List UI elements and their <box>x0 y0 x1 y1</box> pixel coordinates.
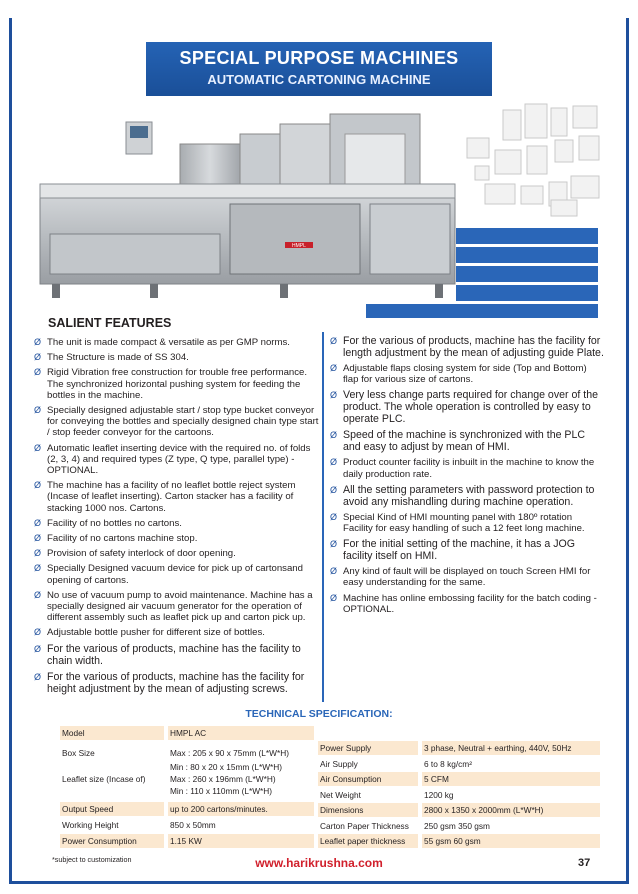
page-title: SPECIAL PURPOSE MACHINES <box>179 48 459 68</box>
website-link[interactable]: www.harikrushna.com <box>255 856 383 870</box>
feature-item <box>34 548 319 559</box>
feature-item <box>34 405 319 439</box>
feature-item <box>34 627 319 638</box>
bullet-icon: Ø <box>330 592 338 603</box>
feature-text: Product counter facility is inbuilt in the machine to know the daily production rate. <box>343 457 595 480</box>
spec-label: Carton Paper Thickness <box>320 821 409 831</box>
spec-label: Power Consumption <box>60 834 164 848</box>
feature-text: Very less change parts required for change over of the product. The whole operation is controlled by easy to operate PLC. <box>343 389 598 426</box>
spec-value: 1.15 KW <box>168 834 314 848</box>
bullet-icon: Ø <box>330 484 338 495</box>
bullet-icon: Ø <box>34 589 42 600</box>
bullet-icon: Ø <box>34 671 42 682</box>
salient-features-heading: SALIENT FEATURES <box>48 316 172 330</box>
feature-text: Specially designed adjustable start / stop type bucket conveyor for conveying the bottles and specially designed chain type start / stop feeder conveyor for the cartoons. <box>47 405 319 439</box>
spec-value: 5 CFM <box>422 772 600 786</box>
features-left-column <box>34 337 319 699</box>
feature-item <box>330 457 604 479</box>
spec-value: 3 phase, Neutral + earthing, 440V, 50Hz <box>422 741 600 755</box>
feature-item <box>34 337 319 348</box>
tech-spec-title: TECHNICAL SPECIFICATION: <box>245 708 393 720</box>
feature-text: Speed of the machine is synchronized with the PLC and easy to adjust by mean of HMI. <box>343 429 586 454</box>
spec-label: Working Height <box>62 820 119 830</box>
bullet-icon: Ø <box>34 405 42 416</box>
feature-item <box>330 512 604 534</box>
feature-item <box>34 518 319 529</box>
spec-value: Max : 205 x 90 x 75mm (L*W*H) <box>170 748 289 758</box>
feature-item <box>34 443 319 477</box>
feature-item <box>330 484 604 508</box>
spec-label: Output Speed <box>60 802 164 816</box>
feature-text: Special Kind of HMI mounting panel with 180º rotation Facility for easy handling of such a 12 feet long machine. <box>343 511 585 535</box>
spec-value: 2800 x 1350 x 2000mm (L*W*H) <box>422 803 600 817</box>
feature-item <box>34 671 319 695</box>
bullet-icon: Ø <box>330 457 338 468</box>
feature-item <box>34 590 319 624</box>
spec-value: HMPL AC <box>168 726 314 740</box>
bullet-icon: Ø <box>330 390 338 401</box>
feature-text: Facility of no bottles no cartons. <box>47 517 182 529</box>
spec-value: up to 200 cartons/minutes. <box>168 802 314 816</box>
feature-item <box>34 352 319 363</box>
spec-value: Max : 260 x 196mm (L*W*H) <box>170 774 276 784</box>
feature-item <box>330 335 604 359</box>
feature-text: Automatic leaflet inserting device with the required no. of folds (2, 3, 4) and required types (Z type, Q type, parallel type) -OPTIONAL. <box>47 442 311 477</box>
bullet-icon: Ø <box>34 517 42 528</box>
feature-text: Machine has online embossing facility for the batch coding - OPTIONAL. <box>343 592 597 615</box>
feature-text: For the various of products, machine has the facility to chain width. <box>47 642 301 667</box>
bullet-icon: Ø <box>34 442 42 453</box>
bullet-icon: Ø <box>330 363 338 373</box>
decorative-bar <box>366 304 598 318</box>
spec-label: Box Size <box>62 748 95 758</box>
decorative-bar <box>456 228 598 244</box>
feature-text: Specially Designed vacuum device for pick up of cartonsand opening of cartons. <box>47 563 303 586</box>
spec-label: Air Consumption <box>318 772 418 786</box>
features-right-column <box>330 335 604 619</box>
spec-value: 850 x 50mm <box>170 820 216 830</box>
bullet-icon: Ø <box>330 511 338 522</box>
decorative-bar <box>456 285 598 301</box>
bullet-icon: Ø <box>34 480 42 491</box>
spec-label: Leaflet size (Incase of) <box>62 774 146 784</box>
machine-photo <box>30 104 468 304</box>
spec-label: Net Weight <box>320 790 361 800</box>
feature-text: The machine has a facility of no leaflet bottle reject system (Incase of leaflet inserting). Carton stacker has a facility of stacking 1000 nos. Cartons. <box>47 480 296 514</box>
page-border-left <box>9 18 12 884</box>
feature-text: The unit is made compact & versatile as per GMP norms. <box>47 337 290 348</box>
feature-text: Provision of safety interlock of door opening. <box>47 548 236 560</box>
feature-item <box>34 563 319 585</box>
bullet-icon: Ø <box>34 352 42 363</box>
feature-text: Adjustable bottle pusher for different size of bottles. <box>47 627 265 639</box>
feature-item <box>330 363 604 385</box>
bullet-icon: Ø <box>34 337 42 347</box>
spec-value: 1200 kg <box>424 790 454 800</box>
bullet-icon: Ø <box>34 643 42 654</box>
feature-text: Rigid Vibration free construction for trouble free performance. The synchronized horizontal pushing system for feeding the bottles in the machine. <box>47 367 308 401</box>
bullet-icon: Ø <box>330 336 338 346</box>
bullet-icon: Ø <box>34 367 42 378</box>
feature-item <box>34 367 319 401</box>
spec-value: 6 to 8 kg/cm² <box>424 759 472 769</box>
bullet-icon: Ø <box>330 430 338 441</box>
feature-item <box>330 593 604 615</box>
feature-item <box>330 538 604 562</box>
bullet-icon: Ø <box>34 627 42 638</box>
feature-item <box>34 480 319 514</box>
feature-text: All the setting parameters with password protection to avoid any mishandling during machine operation. <box>343 483 595 508</box>
feature-item <box>34 533 319 544</box>
feature-text: The Structure is made of SS 304. <box>47 352 189 364</box>
machine-brand-label: HMPL <box>292 243 306 249</box>
spec-value: 250 gsm 350 gsm <box>424 821 490 831</box>
spec-label: Air Supply <box>320 759 358 769</box>
feature-text: Any kind of fault will be displayed on touch Screen HMI for easy understanding for the same. <box>343 566 591 589</box>
feature-text: For the various of products, machine has the facility for height adjustment by the mean of adjusting screws. <box>47 670 305 695</box>
feature-text: No use of vacuum pump to avoid maintenance. Machine has a specially designed air vacuum generator for the operation of different assembly such as leaflet pick up and carton pick up. <box>47 589 313 624</box>
page-border-right <box>626 18 629 884</box>
spec-value: 55 gsm 60 gsm <box>422 834 600 848</box>
page-number: 37 <box>578 857 591 869</box>
spec-label: Power Supply <box>318 741 418 755</box>
decorative-bar <box>456 247 598 263</box>
page-border-bottom <box>9 881 629 884</box>
bullet-icon: Ø <box>330 539 338 550</box>
feature-text: For the initial setting of the machine, it has a JOG facility itself on HMI. <box>343 538 575 563</box>
spec-label: Model <box>60 726 164 740</box>
spec-label: Dimensions <box>318 803 418 817</box>
header-banner <box>146 42 492 96</box>
footer-note: *subject to customization <box>52 855 132 864</box>
feature-item <box>330 429 604 453</box>
feature-item <box>34 643 319 667</box>
feature-item <box>330 566 604 588</box>
feature-text: Facility of no cartons machine stop. <box>47 533 198 545</box>
bullet-icon: Ø <box>34 548 42 559</box>
spec-label: Leaflet paper thickness <box>318 834 418 848</box>
decorative-bar <box>456 266 598 282</box>
spec-value: Min : 110 x 110mm (L*W*H) <box>170 786 273 796</box>
page-subtitle: AUTOMATIC CARTONING MACHINE <box>207 72 431 87</box>
feature-text: For the various of products, machine has the facility for length adjustment by the mean of adjusting guide Plate. <box>343 335 604 359</box>
column-divider <box>322 332 324 702</box>
bullet-icon: Ø <box>34 563 42 574</box>
bullet-icon: Ø <box>330 566 338 577</box>
spec-value: Min : 80 x 20 x 15mm (L*W*H) <box>170 762 283 772</box>
carton-boxes-image <box>455 100 605 222</box>
bullet-icon: Ø <box>34 533 42 544</box>
feature-item <box>330 389 604 425</box>
feature-text: Adjustable flaps closing system for side (Top and Bottom) flap for various size of cartons. <box>343 363 587 386</box>
